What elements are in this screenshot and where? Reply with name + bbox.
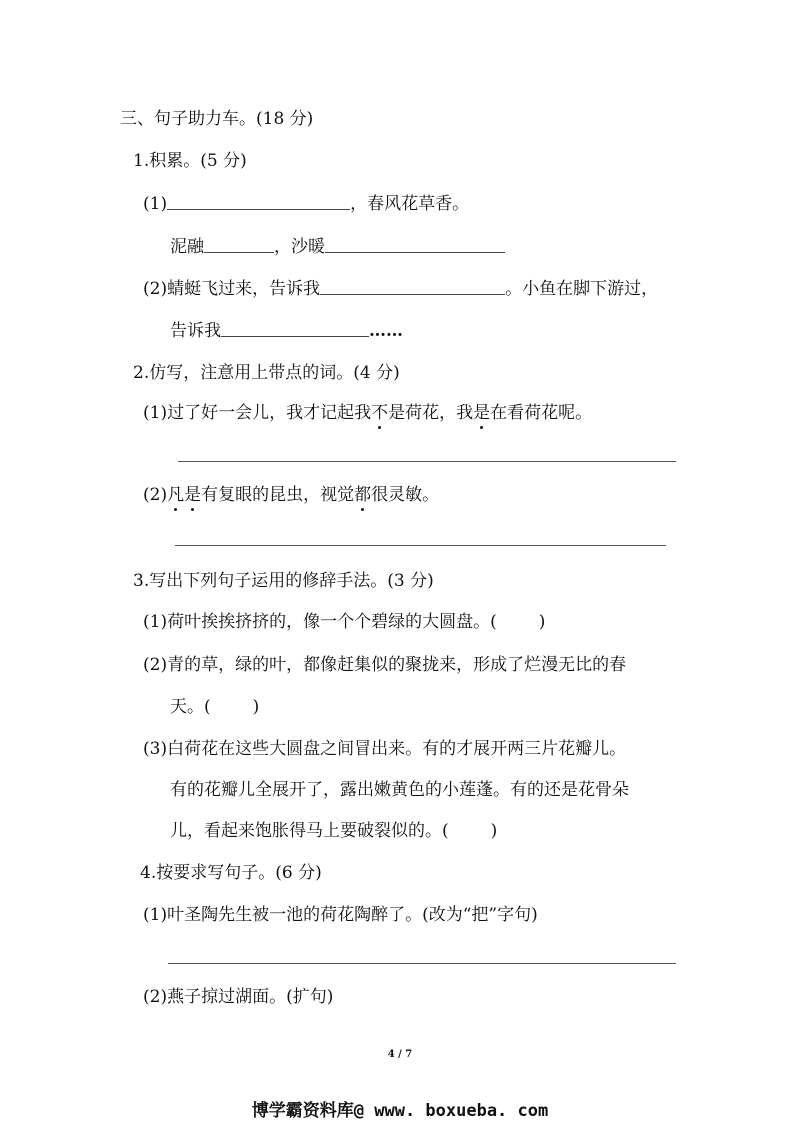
dotted-word-dou: 都 xyxy=(354,485,372,505)
q1-item2-line2-text: 告诉我 xyxy=(170,321,221,341)
q2-item1-part3: 在看荷花呢。 xyxy=(490,403,593,423)
dotted-word-shi: 是 xyxy=(473,403,491,423)
q2-item1-part1: (1)过了好一会儿，我才记起我 xyxy=(143,403,372,423)
q3-item1 xyxy=(143,611,545,633)
fill-blank-4[interactable] xyxy=(320,278,505,295)
section-title: 三、句子助力车。(18 分) xyxy=(120,109,314,129)
dotted-word-shi-2: 是 xyxy=(184,485,202,505)
q1-item1 xyxy=(143,193,469,215)
close-paren-2: ) xyxy=(252,697,260,717)
fill-blank-2[interactable] xyxy=(204,236,274,253)
q1-item1-line2 xyxy=(170,236,505,258)
close-paren-1: ) xyxy=(538,612,546,632)
answer-line-3[interactable] xyxy=(168,963,676,964)
q1-item2-line2 xyxy=(170,320,403,342)
q2-item2 xyxy=(143,484,439,506)
q4-item1: (1)叶圣陶先生被一池的荷花陶醉了。(改为“把”字句) xyxy=(143,905,538,925)
q3-item3-line3-text: 儿，看起来饱胀得马上要破裂似的。( xyxy=(170,821,449,841)
footer-watermark: 博学霸资料库@ www. boxueba. com xyxy=(251,1101,549,1121)
ellipsis: …… xyxy=(369,321,403,341)
q3-item3-line2: 有的花瓣儿全展开了，露出嫩黄色的小莲蓬。有的还是花骨朵 xyxy=(170,780,629,800)
fill-blank-5[interactable] xyxy=(221,320,369,337)
answer-line-1[interactable] xyxy=(178,461,676,462)
page-number: 4 / 7 xyxy=(387,1049,413,1060)
answer-line-2[interactable] xyxy=(175,545,666,546)
q2-item2-part1: (2) xyxy=(143,485,168,505)
q2-heading: 2.仿写，注意用上带点的词。(4 分) xyxy=(133,363,400,383)
q2-item1-part2: 是荷花，我 xyxy=(388,403,474,423)
q1-item1-line2-a: 泥融 xyxy=(170,237,204,257)
q3-item3-line3 xyxy=(170,820,497,842)
dotted-word-fan: 凡 xyxy=(167,485,185,505)
fill-blank-3[interactable] xyxy=(325,236,505,253)
close-paren-3: ) xyxy=(490,821,498,841)
q1-item2-b: 。小鱼在脚下游过， xyxy=(505,279,659,299)
q3-item3-line1: (3)白荷花在这些大圆盘之间冒出来。有的才展开两三片花瓣儿。 xyxy=(143,739,627,759)
q2-item2-part2: 有复眼的昆虫，视觉 xyxy=(201,485,355,505)
q2-item1 xyxy=(143,402,592,424)
q1-item1-num: (1) xyxy=(143,194,168,214)
q1-heading: 1.积累。(5 分) xyxy=(133,151,247,171)
fill-blank-1[interactable] xyxy=(167,193,350,210)
q3-item1-text: (1)荷叶挨挨挤挤的，像一个个碧绿的大圆盘。( xyxy=(143,612,497,632)
q4-item2: (2)燕子掠过湖面。(扩句) xyxy=(143,987,334,1007)
q1-item1-tail: ，春风花草香。 xyxy=(350,194,470,214)
q1-item2 xyxy=(143,278,658,300)
q1-item2-a: (2)蜻蜓飞过来，告诉我 xyxy=(143,279,321,299)
dotted-word-bu: 不 xyxy=(371,403,389,423)
q3-item2-line2-text: 天。( xyxy=(170,697,211,717)
q3-heading: 3.写出下列句子运用的修辞手法。(3 分) xyxy=(133,571,434,591)
q3-item2-line2 xyxy=(170,696,259,718)
q4-heading: 4.按要求写句子。(6 分) xyxy=(140,863,322,883)
q2-item2-part3: 很灵敏。 xyxy=(371,485,440,505)
q1-item1-line2-b: ，沙暖 xyxy=(274,237,325,257)
q3-item2-line1: (2)青的草，绿的叶，都像赶集似的聚拢来，形成了烂漫无比的春 xyxy=(143,655,627,675)
